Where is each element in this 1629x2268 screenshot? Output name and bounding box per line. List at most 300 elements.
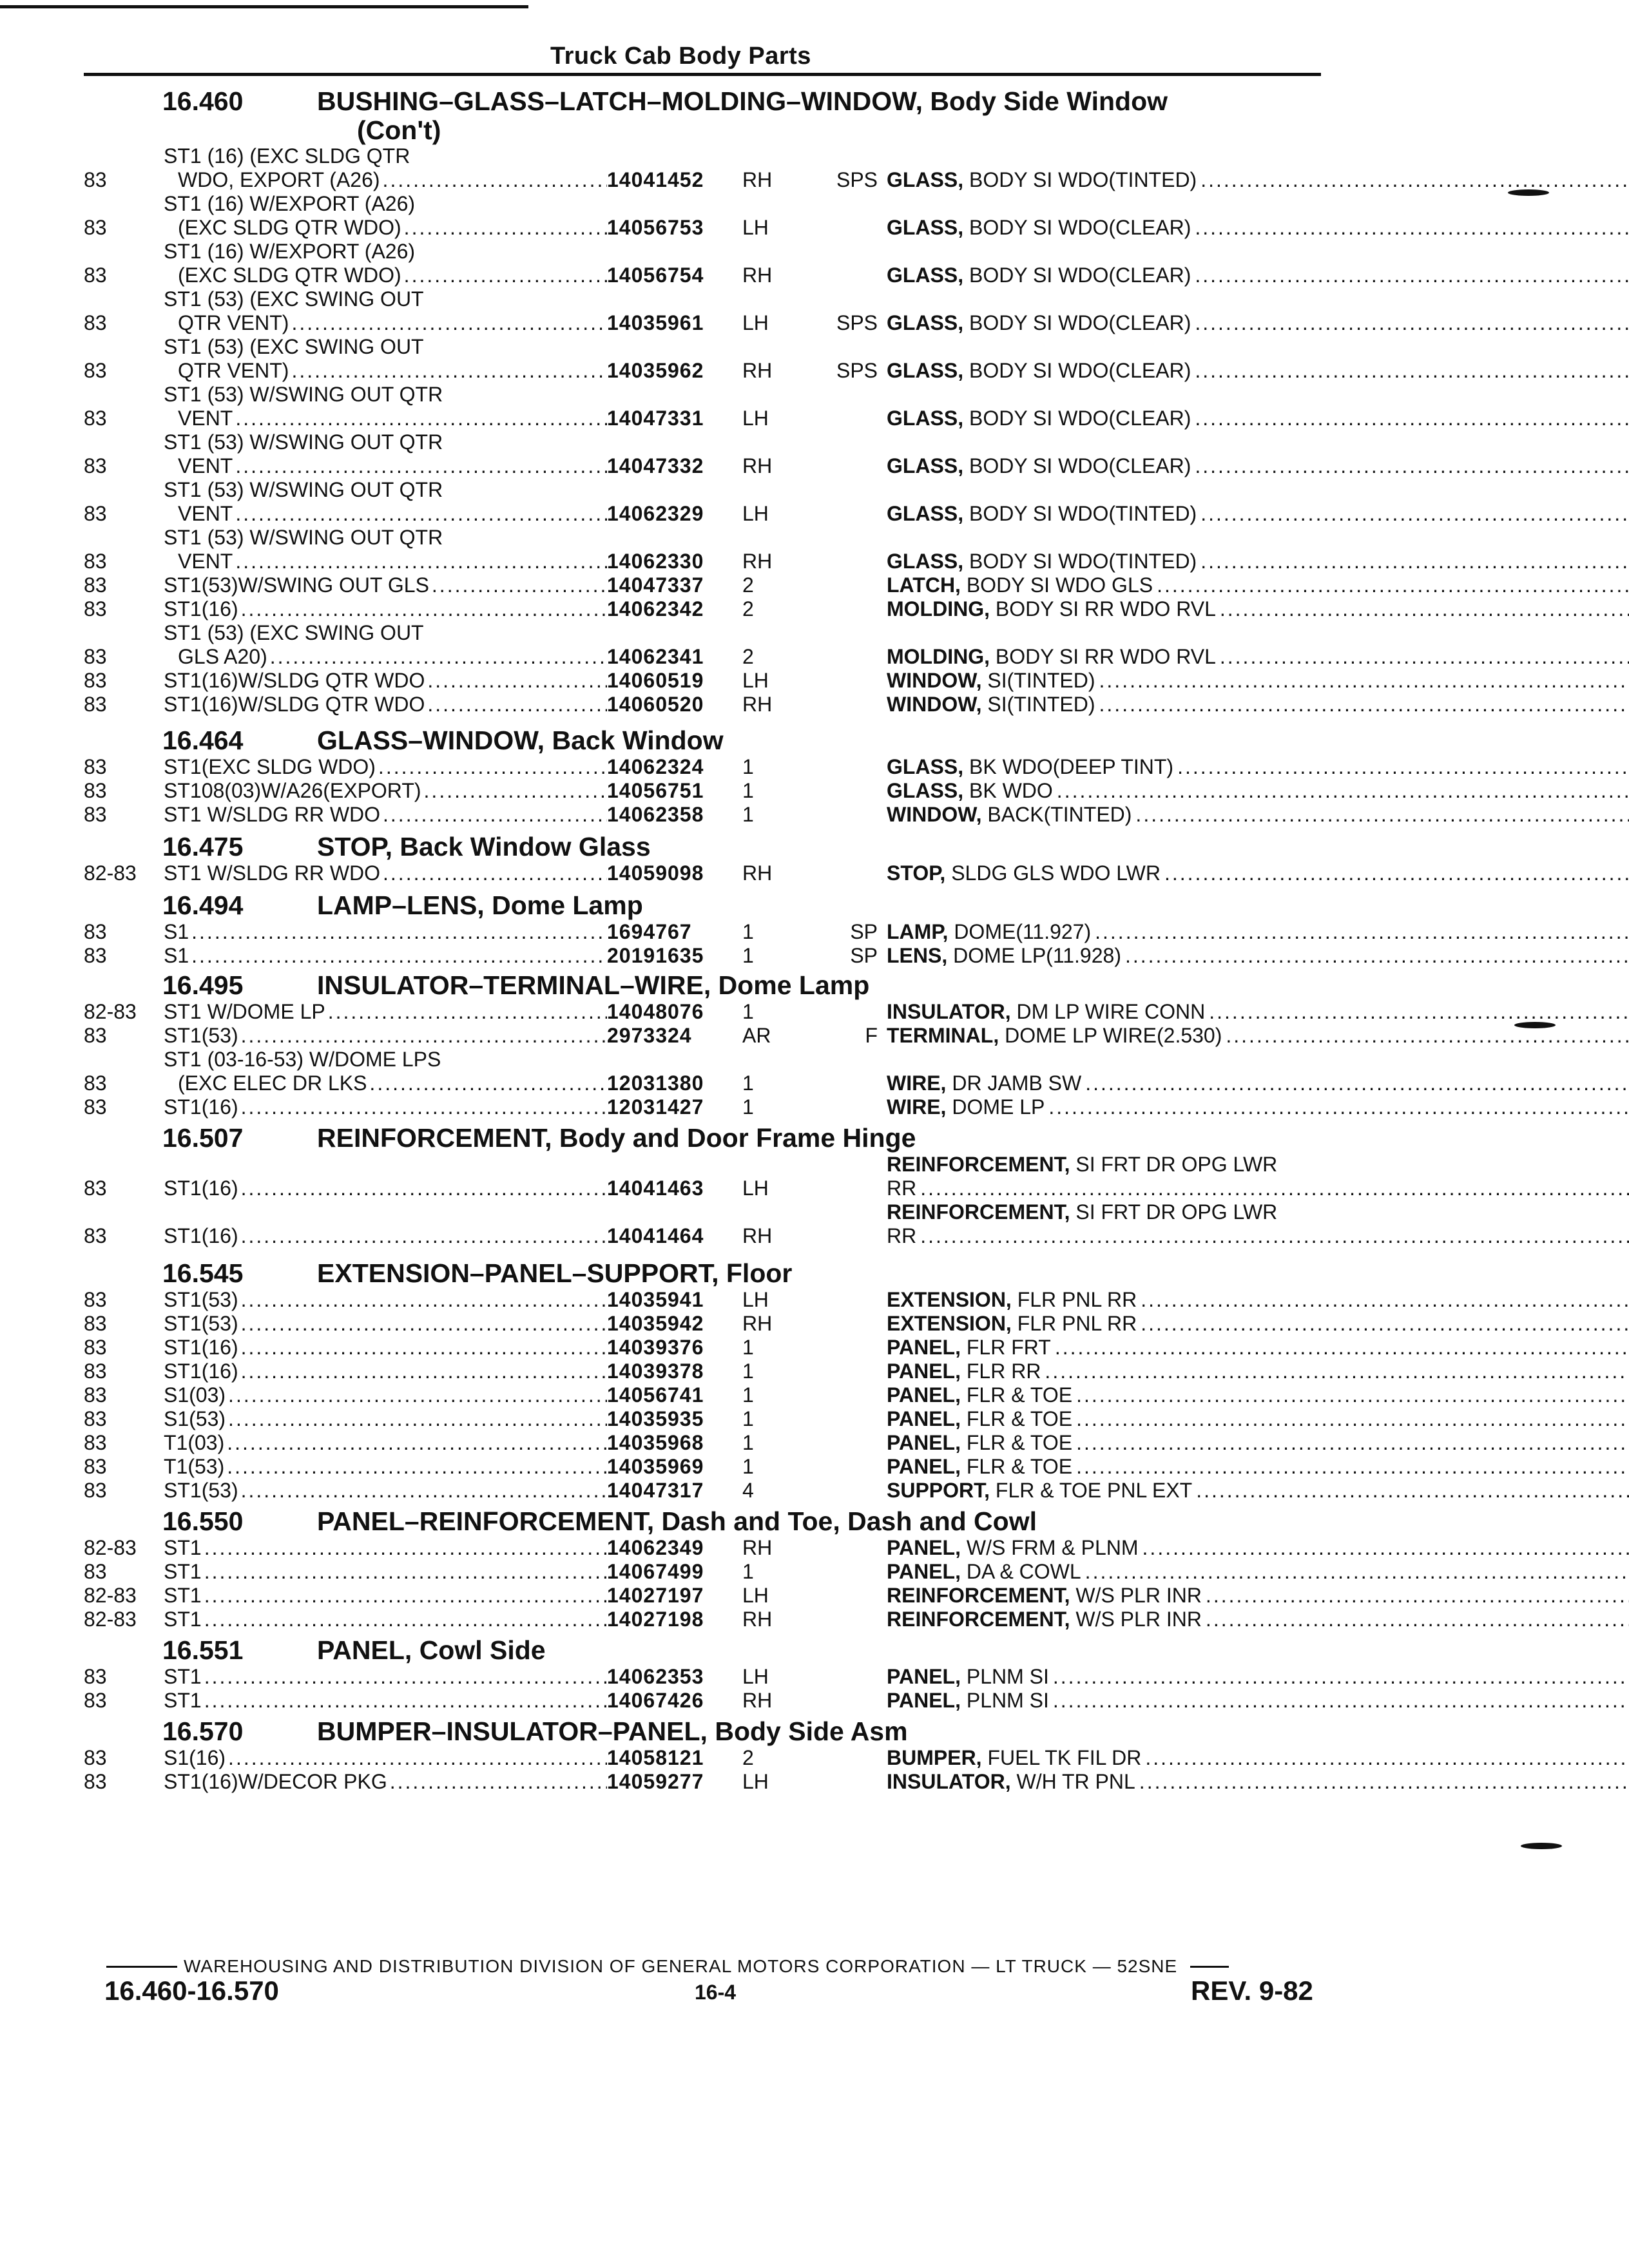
description-text [887,1689,1053,1713]
dot-leader [1141,1288,1629,1312]
margin-marker [1514,1022,1556,1028]
section-number: 16.475 [162,832,244,861]
model-text: VENT [178,454,233,477]
description-detail: BODY SI RR WDO RVL [995,645,1216,668]
table-row [84,1536,1334,1560]
part-description [887,454,1629,478]
source-code: F [865,1024,878,1047]
model-line [164,755,607,779]
description-text [887,944,1125,968]
description-noun: PANEL, [887,1431,961,1454]
model-line [164,669,607,693]
description-line [887,1288,1629,1312]
description-line [887,1479,1629,1503]
model-line [164,920,607,944]
part-description [887,550,1629,573]
quantity: 1 [742,1383,754,1407]
description-detail: FLR PNL RR [1017,1288,1137,1311]
quantity: LH [742,1770,769,1793]
description-text [887,1360,1045,1383]
model-line [164,1383,607,1407]
dot-leader [1195,311,1629,335]
part-number: 14027197 [607,1584,704,1607]
source-code: SPS [836,359,878,382]
section-16-494 [84,890,1334,968]
dot-leader [241,1479,607,1503]
quantity: 1 [742,1360,754,1383]
part-number: 14039376 [607,1336,704,1359]
source-code: SP [850,920,878,943]
table-row [84,144,1334,192]
dot-leader [328,1000,607,1024]
part-number: 14067499 [607,1560,704,1583]
quantity: RH [742,1689,773,1712]
model-line [164,1024,607,1048]
description-detail: RR [887,1177,917,1200]
dot-leader [383,803,607,827]
description-line [887,645,1629,669]
part-description [887,1608,1629,1631]
model-line [164,1224,607,1248]
table-row [84,803,1334,827]
table-row [84,478,1334,526]
table-row [84,669,1334,693]
description-text [887,1200,1281,1224]
part-description [887,1407,1629,1431]
dot-leader [1053,1689,1629,1713]
section-name: REINFORCEMENT, Body and Door Frame Hinge [317,1123,916,1153]
model-line [164,1479,607,1503]
description-noun: WINDOW, [887,669,982,692]
dot-leader [1200,550,1629,573]
model-line [164,526,607,550]
footer-note [106,1956,1331,1977]
model-year: 83 [84,407,107,430]
model-line [164,1407,607,1431]
model-text: ST1(16) [164,1360,238,1383]
model-text: ST108(03)W/A26(EXPORT) [164,779,421,802]
description-noun: PANEL, [887,1665,961,1688]
quantity: AR [742,1024,771,1047]
dot-leader [1139,1770,1629,1794]
dot-leader [1076,1431,1629,1455]
model-usage [164,287,607,335]
description-detail: BODY SI WDO(CLEAR) [969,216,1191,239]
description-line [887,920,1629,944]
model-text: ST1 [164,1560,202,1583]
table-row [84,621,1334,669]
table-row [84,1407,1334,1431]
description-text [887,669,1099,693]
model-text: QTR VENT) [178,311,289,334]
description-noun: GLASS, [887,168,964,191]
dot-leader [227,1455,607,1479]
dot-leader [191,944,607,968]
section-16-551 [84,1635,1334,1713]
description-text [887,1095,1048,1119]
table-row [84,1153,1334,1200]
page-number: 16-4 [695,1981,737,2004]
section-title [84,1123,1334,1153]
model-line [164,944,607,968]
description-line [887,311,1629,335]
part-number: 12031427 [607,1095,704,1119]
quantity: RH [742,454,773,477]
margin-marker [1521,1843,1562,1849]
dot-leader [241,1288,607,1312]
model-line [164,454,607,478]
dot-leader [1076,1455,1629,1479]
description-line [887,1383,1629,1407]
table-row [84,597,1334,621]
section-title [84,1258,1334,1288]
model-usage [164,1383,607,1407]
model-usage [164,1560,607,1584]
description-noun: LAMP, [887,920,949,943]
model-text: T1(03) [164,1431,225,1454]
model-line [164,1288,607,1312]
model-line [164,693,607,716]
description-line [887,1177,1629,1200]
part-number: 14062342 [607,597,704,620]
description-detail: BODY SI WDO(CLEAR) [969,359,1191,382]
table-row [84,1455,1334,1479]
description-line [887,502,1629,526]
source-code: SPS [836,311,878,334]
part-description [887,1746,1629,1770]
model-usage [164,693,607,716]
quantity: 2 [742,1746,754,1769]
description-noun: GLASS, [887,779,964,802]
table-row [84,335,1334,383]
description-text [887,1312,1141,1336]
model-text: ST1 (03-16-53) W/DOME LPS [164,1048,441,1071]
model-usage [164,430,607,478]
quantity: RH [742,359,773,382]
part-description [887,311,1629,335]
model-usage [164,383,607,430]
model-year: 83 [84,1312,107,1335]
description-line [887,1360,1629,1383]
description-text [887,693,1099,716]
table-row [84,1312,1334,1336]
model-usage [164,1536,607,1560]
model-usage [164,1746,607,1770]
model-text: VENT [178,550,233,573]
model-text: ST1(16)W/DECOR PKG [164,1770,387,1793]
table-row [84,1431,1334,1455]
quantity: RH [742,1536,773,1559]
section-16-550 [84,1506,1334,1631]
description-line [887,861,1629,885]
dot-leader [1157,573,1629,597]
section-number: 16.545 [162,1258,244,1288]
model-line [164,1048,607,1072]
model-year: 82-83 [84,861,137,885]
dot-leader [1195,359,1629,383]
description-line [887,597,1629,621]
section-range: 16.460-16.570 [104,1975,279,2006]
description-noun: PANEL, [887,1407,961,1430]
description-detail: PLNM SI [966,1689,1049,1712]
description-line [887,1689,1629,1713]
dot-leader [1053,1665,1629,1689]
part-number: 14067426 [607,1689,704,1712]
section-continued: (Con't) [357,115,441,145]
footer-note-text: WAREHOUSING AND DISTRIBUTION DIVISION OF GENERAL MOTORS CORPORATION — LT TRUCK — 52SNE [184,1956,1178,1976]
description-detail: FLR & TOE [966,1383,1073,1407]
description-line [887,1000,1629,1024]
model-year: 83 [84,803,107,826]
model-line [164,264,607,287]
model-line [164,407,607,430]
description-line [887,1072,1629,1095]
description-line [887,1560,1629,1584]
quantity: 1 [742,1000,754,1023]
dot-leader [1145,1746,1629,1770]
model-line [164,502,607,526]
description-noun: PANEL, [887,1383,961,1407]
description-noun: REINFORCEMENT, [887,1584,1070,1607]
dot-leader [291,311,607,335]
part-number: 14035968 [607,1431,704,1454]
dot-leader [1195,264,1629,287]
model-usage [164,597,607,621]
table-row [84,240,1334,287]
description-detail: DA & COWL [966,1560,1081,1583]
quantity: 1 [742,779,754,802]
description-noun: PANEL, [887,1536,961,1559]
table-row [84,1095,1334,1119]
dot-leader [1076,1407,1629,1431]
quantity: RH [742,264,773,287]
description-line [887,1746,1629,1770]
model-year: 83 [84,1560,107,1583]
model-text: ST1 W/SLDG RR WDO [164,861,381,885]
table-row [84,287,1334,335]
page-title: Truck Cab Body Parts [550,43,811,70]
description-line [887,264,1629,287]
dot-leader [204,1584,607,1608]
description-detail: PLNM SI [966,1665,1049,1688]
model-year: 83 [84,1689,107,1712]
model-text: ST1(16)W/SLDG QTR WDO [164,669,425,692]
part-number: 14047331 [607,407,704,430]
model-line [164,287,607,311]
model-text: ST1(53) [164,1024,238,1047]
description-text [887,920,1095,944]
quantity: LH [742,1288,769,1311]
part-number: 14047332 [607,454,704,477]
description-noun: BUMPER, [887,1746,982,1769]
model-text: (EXC SLDG QTR WDO) [178,216,401,239]
dot-leader [1141,1312,1629,1336]
part-number: 12031380 [607,1072,704,1095]
description-detail: BODY SI WDO GLS [966,573,1153,597]
description-text [887,1177,920,1200]
part-description [887,1024,1629,1048]
model-year: 83 [84,1431,107,1454]
part-number: 14041452 [607,168,704,191]
model-line [164,1431,607,1455]
part-number: 14041464 [607,1224,704,1247]
description-line [887,1431,1629,1455]
dot-leader [424,779,607,803]
dot-leader [204,1560,607,1584]
part-number: 14047317 [607,1479,704,1502]
model-year: 83 [84,168,107,191]
table-row [84,1360,1334,1383]
description-line [887,1584,1629,1608]
model-line [164,1584,607,1608]
model-text: ST1 (53) W/SWING OUT QTR [164,526,443,549]
part-number: 14062324 [607,755,704,778]
part-description [887,1455,1629,1479]
model-line [164,1689,607,1713]
model-text: ST1 [164,1536,202,1559]
description-text [887,502,1200,526]
section-name: BUSHING–GLASS–LATCH–MOLDING–WINDOW, Body Side Window [317,86,1168,116]
part-number: 14035969 [607,1455,704,1478]
description-detail: DOME LP WIRE(2.530) [1005,1024,1222,1047]
table-row [84,1584,1334,1608]
table-row [84,1608,1334,1631]
part-number: 14056753 [607,216,704,239]
model-usage [164,1095,607,1119]
table-row [84,1665,1334,1689]
section-title [84,970,1334,1000]
quantity: LH [742,216,769,239]
model-line [164,192,607,216]
quantity: RH [742,1312,773,1335]
description-detail: BODY SI WDO(CLEAR) [969,311,1191,334]
description-line [887,1455,1629,1479]
model-year: 83 [84,944,107,967]
model-usage [164,573,607,597]
description-noun: WINDOW, [887,803,982,826]
part-description [887,1560,1629,1584]
description-text [887,264,1195,287]
description-line [887,1153,1629,1177]
part-description [887,597,1629,621]
description-noun: WIRE, [887,1072,947,1095]
model-year: 83 [84,573,107,597]
description-detail: DOME(11.927) [954,920,1092,943]
model-text: (EXC ELEC DR LKS [178,1072,367,1095]
part-description [887,861,1629,885]
quantity: 1 [742,1455,754,1478]
description-line [887,1665,1629,1689]
dot-leader [1195,407,1629,430]
dot-leader [1220,645,1629,669]
model-line [164,573,607,597]
model-usage [164,1024,607,1048]
model-usage [164,1608,607,1631]
section-title [84,1506,1334,1536]
model-line [164,645,607,669]
dot-leader [1085,1072,1629,1095]
description-noun: MOLDING, [887,645,990,668]
part-description [887,1431,1629,1455]
model-year: 83 [84,1770,107,1793]
description-detail: W/S FRM & PLNM [966,1536,1139,1559]
model-line [164,216,607,240]
description-noun: REINFORCEMENT, [887,1153,1070,1176]
dot-leader [241,597,607,621]
model-text: ST1 (53) W/SWING OUT QTR [164,478,443,501]
dot-leader [1055,1336,1629,1360]
model-usage [164,1665,607,1689]
dot-leader [1164,861,1629,885]
dot-leader [204,1665,607,1689]
section-number: 16.494 [162,890,244,920]
model-line [164,597,607,621]
description-noun: GLASS, [887,454,964,477]
model-text: (EXC SLDG QTR WDO) [178,264,401,287]
description-text [887,1770,1139,1794]
part-description [887,1200,1629,1248]
model-usage [164,335,607,383]
model-usage [164,1177,607,1200]
model-text: T1(53) [164,1455,225,1478]
model-usage [164,944,607,968]
quantity: RH [742,693,773,716]
model-text: VENT [178,407,233,430]
dot-leader [432,573,607,597]
model-text: ST1(EXC SLDG WDO) [164,755,376,778]
description-text [887,597,1220,621]
model-text: GLS A20) [178,645,267,668]
model-line [164,1360,607,1383]
section-number: 16.495 [162,970,244,1000]
model-year: 83 [84,779,107,802]
dot-leader [1142,1536,1629,1560]
model-text: ST1 (16) (EXC SLDG QTR [164,144,410,168]
quantity: 4 [742,1479,754,1502]
model-year: 83 [84,1177,107,1200]
section-16-460 [84,86,1334,716]
quantity: 1 [742,803,754,826]
description-noun: EXTENSION, [887,1288,1012,1311]
model-text: ST1 (53) (EXC SWING OUT [164,287,424,311]
table-row [84,1048,1334,1095]
part-description [887,1336,1629,1360]
model-year: 83 [84,1224,107,1247]
description-line [887,550,1629,573]
description-text [887,1431,1076,1455]
table-row [84,779,1334,803]
model-text: ST1 [164,1665,202,1688]
section-title [84,86,1334,116]
model-line [164,359,607,383]
description-text [887,1536,1142,1560]
header-rule [84,73,1321,76]
section-number: 16.570 [162,1716,244,1746]
model-usage [164,1479,607,1503]
description-detail: BODY SI RR WDO RVL [995,597,1216,620]
dot-leader [235,454,607,478]
description-text [887,1000,1209,1024]
dot-leader [1196,1479,1629,1503]
model-text: ST1 [164,1584,202,1607]
description-noun: INSULATOR, [887,1000,1011,1023]
description-detail: SI FRT DR OPG LWR [1075,1153,1278,1176]
part-number: 14060520 [607,693,704,716]
part-description [887,645,1629,669]
model-usage [164,920,607,944]
model-line [164,1095,607,1119]
part-description [887,779,1629,803]
